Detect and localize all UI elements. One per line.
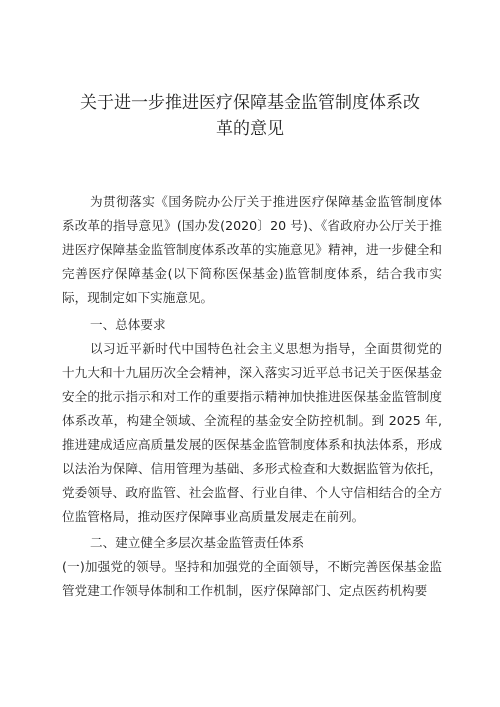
title-line-1: 关于进一步推进医疗保障基金监管制度体系改	[80, 93, 420, 113]
section-1-heading: 一、总体要求	[90, 317, 166, 332]
intro-paragraph: 为贯彻落实《国务院办公厅关于推进医疗保障基金监管制度体系改革的指导意见》(国办发(2020〕20 号)、《省政府办公厅关于推进医疗保障基金监管制度体系改革的实施意见》精神，进一步健全和完善医疗保障基金(以下简称医保基金)监管制度体系，结合我市实际，现制定如下实施意见。	[62, 194, 442, 305]
title-line-2: 革的意见	[216, 119, 284, 139]
document-title	[60, 90, 440, 142]
section-2-heading: 二、建立健全多层次基金监管责任体系	[90, 535, 305, 550]
section-1-body: 以习近平新时代中国特色社会主义思想为指导，全面贯彻党的十九大和十九届历次全会精神，深入落实习近平总书记关于医保基金安全的批示指示和对工作的重要指示精神加快推进医保基金监管制度体系改革，构建全领域、全流程的基金安全防控机制。到 2025 年,推进建成适应高质量发展的医保基金监管制度体系和执法体系，形成以法治为保障、信用管理为基础、多形式检查和大数据监管为依托，党委领导、政府监管、社会监督、行业自律、个人守信相结合的全方位监管格局，推动医疗保障事业高质量发展走在前列。	[62, 341, 442, 524]
section-2-item-1: (一)加强党的领导。坚持和加强党的全面领导，不断完善医保基金监管党建工作领导体制和工作机制，医疗保障部门、定点医药机构要	[62, 559, 442, 598]
